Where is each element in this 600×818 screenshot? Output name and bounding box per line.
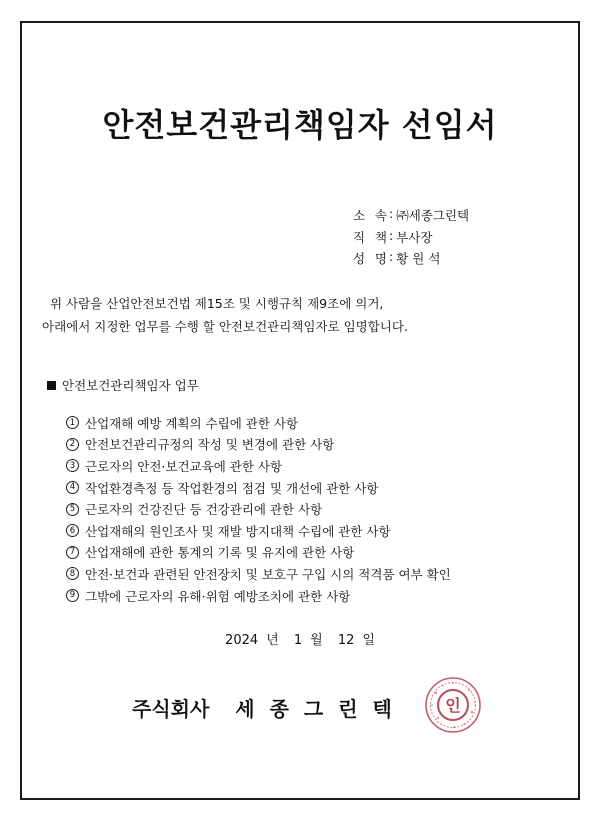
duty-item [66, 585, 451, 607]
duty-text: 근로자의 안전·보건교육에 관한 사항 [85, 458, 283, 474]
circled-number-icon: 1 [66, 416, 79, 429]
duty-item [66, 542, 451, 564]
info-value-position: 부사장 [396, 229, 433, 245]
circled-number-icon: 5 [66, 503, 79, 516]
company-name [132, 693, 407, 722]
circled-number-icon: 3 [66, 459, 79, 472]
company-seal-icon [424, 676, 482, 734]
duty-text: 근로자의 건강진단 등 건강관리에 관한 사항 [85, 502, 323, 518]
appointment-statement [42, 292, 408, 338]
date-year: 2024 [225, 633, 259, 648]
circled-number-icon: 8 [66, 567, 79, 580]
duty-item [66, 455, 451, 477]
duty-text: 산업재해 예방 계획의 수립에 관한 사항 [85, 415, 299, 431]
duty-text: 산업재해의 원인조사 및 재발 방지대책 수립에 관한 사항 [85, 523, 391, 539]
duty-text: 산업재해에 관한 통계의 기록 및 유지에 관한 사항 [85, 545, 355, 561]
square-bullet-icon [47, 381, 56, 390]
info-label: 소 속 [353, 208, 387, 223]
duty-text: 안전보건관리규정의 작성 및 변경에 관한 사항 [85, 437, 335, 453]
info-value-affiliation: ㈜세종그린텍 [396, 208, 470, 223]
info-row-name: 성 명 : 황원석 [353, 249, 469, 271]
duty-text: 작업환경측정 등 작업환경의 점검 및 개선에 관한 사항 [85, 480, 379, 496]
circled-number-icon: 2 [66, 438, 79, 451]
company-prefix: 주식회사 [132, 697, 210, 721]
date-day: 12 [337, 633, 355, 648]
duty-item [66, 412, 451, 434]
date-month: 1 [293, 633, 303, 648]
circled-number-icon: 6 [66, 524, 79, 537]
issue-date: 2024 년 1 월 12 일 [225, 633, 375, 648]
circled-number-icon: 7 [66, 546, 79, 559]
duty-list [66, 412, 451, 606]
duty-text: 안전·보건과 관련된 안전장치 및 보호구 구입 시의 적격품 여부 확인 [85, 566, 451, 582]
info-label: 직 책 [353, 229, 387, 245]
duty-item [66, 498, 451, 520]
info-label: 성 명 [353, 251, 387, 266]
duty-item [66, 563, 451, 585]
duty-item [66, 434, 451, 456]
info-row-position: 직 책 : 부사장 [353, 228, 469, 250]
duty-text: 그밖에 근로자의 유해·위험 예방조치에 관한 사항 [85, 588, 351, 604]
duty-item [66, 520, 451, 542]
section-heading: 안전보건관리책임자 업무 [47, 376, 199, 394]
statement-line: 아래에서 지정한 업무를 수행 할 안전보건관리책임자로 임명합니다. [42, 319, 408, 334]
circled-number-icon: 4 [66, 481, 79, 494]
appointee-info [353, 206, 469, 271]
info-value-name: 황원석 [396, 251, 445, 266]
statement-line: 위 사람을 산업안전보건법 제15조 및 시행규칙 제9조에 의거, [50, 296, 384, 311]
document-title: 안전보건관리책임자 선임서 [102, 106, 498, 144]
duty-item [66, 477, 451, 499]
company-title: 세종그린텍 [235, 697, 407, 721]
seal-text: 인 [445, 696, 461, 715]
info-row-affiliation: 소 속 : ㈜세종그린텍 [353, 206, 469, 228]
circled-number-icon: 9 [66, 589, 79, 602]
